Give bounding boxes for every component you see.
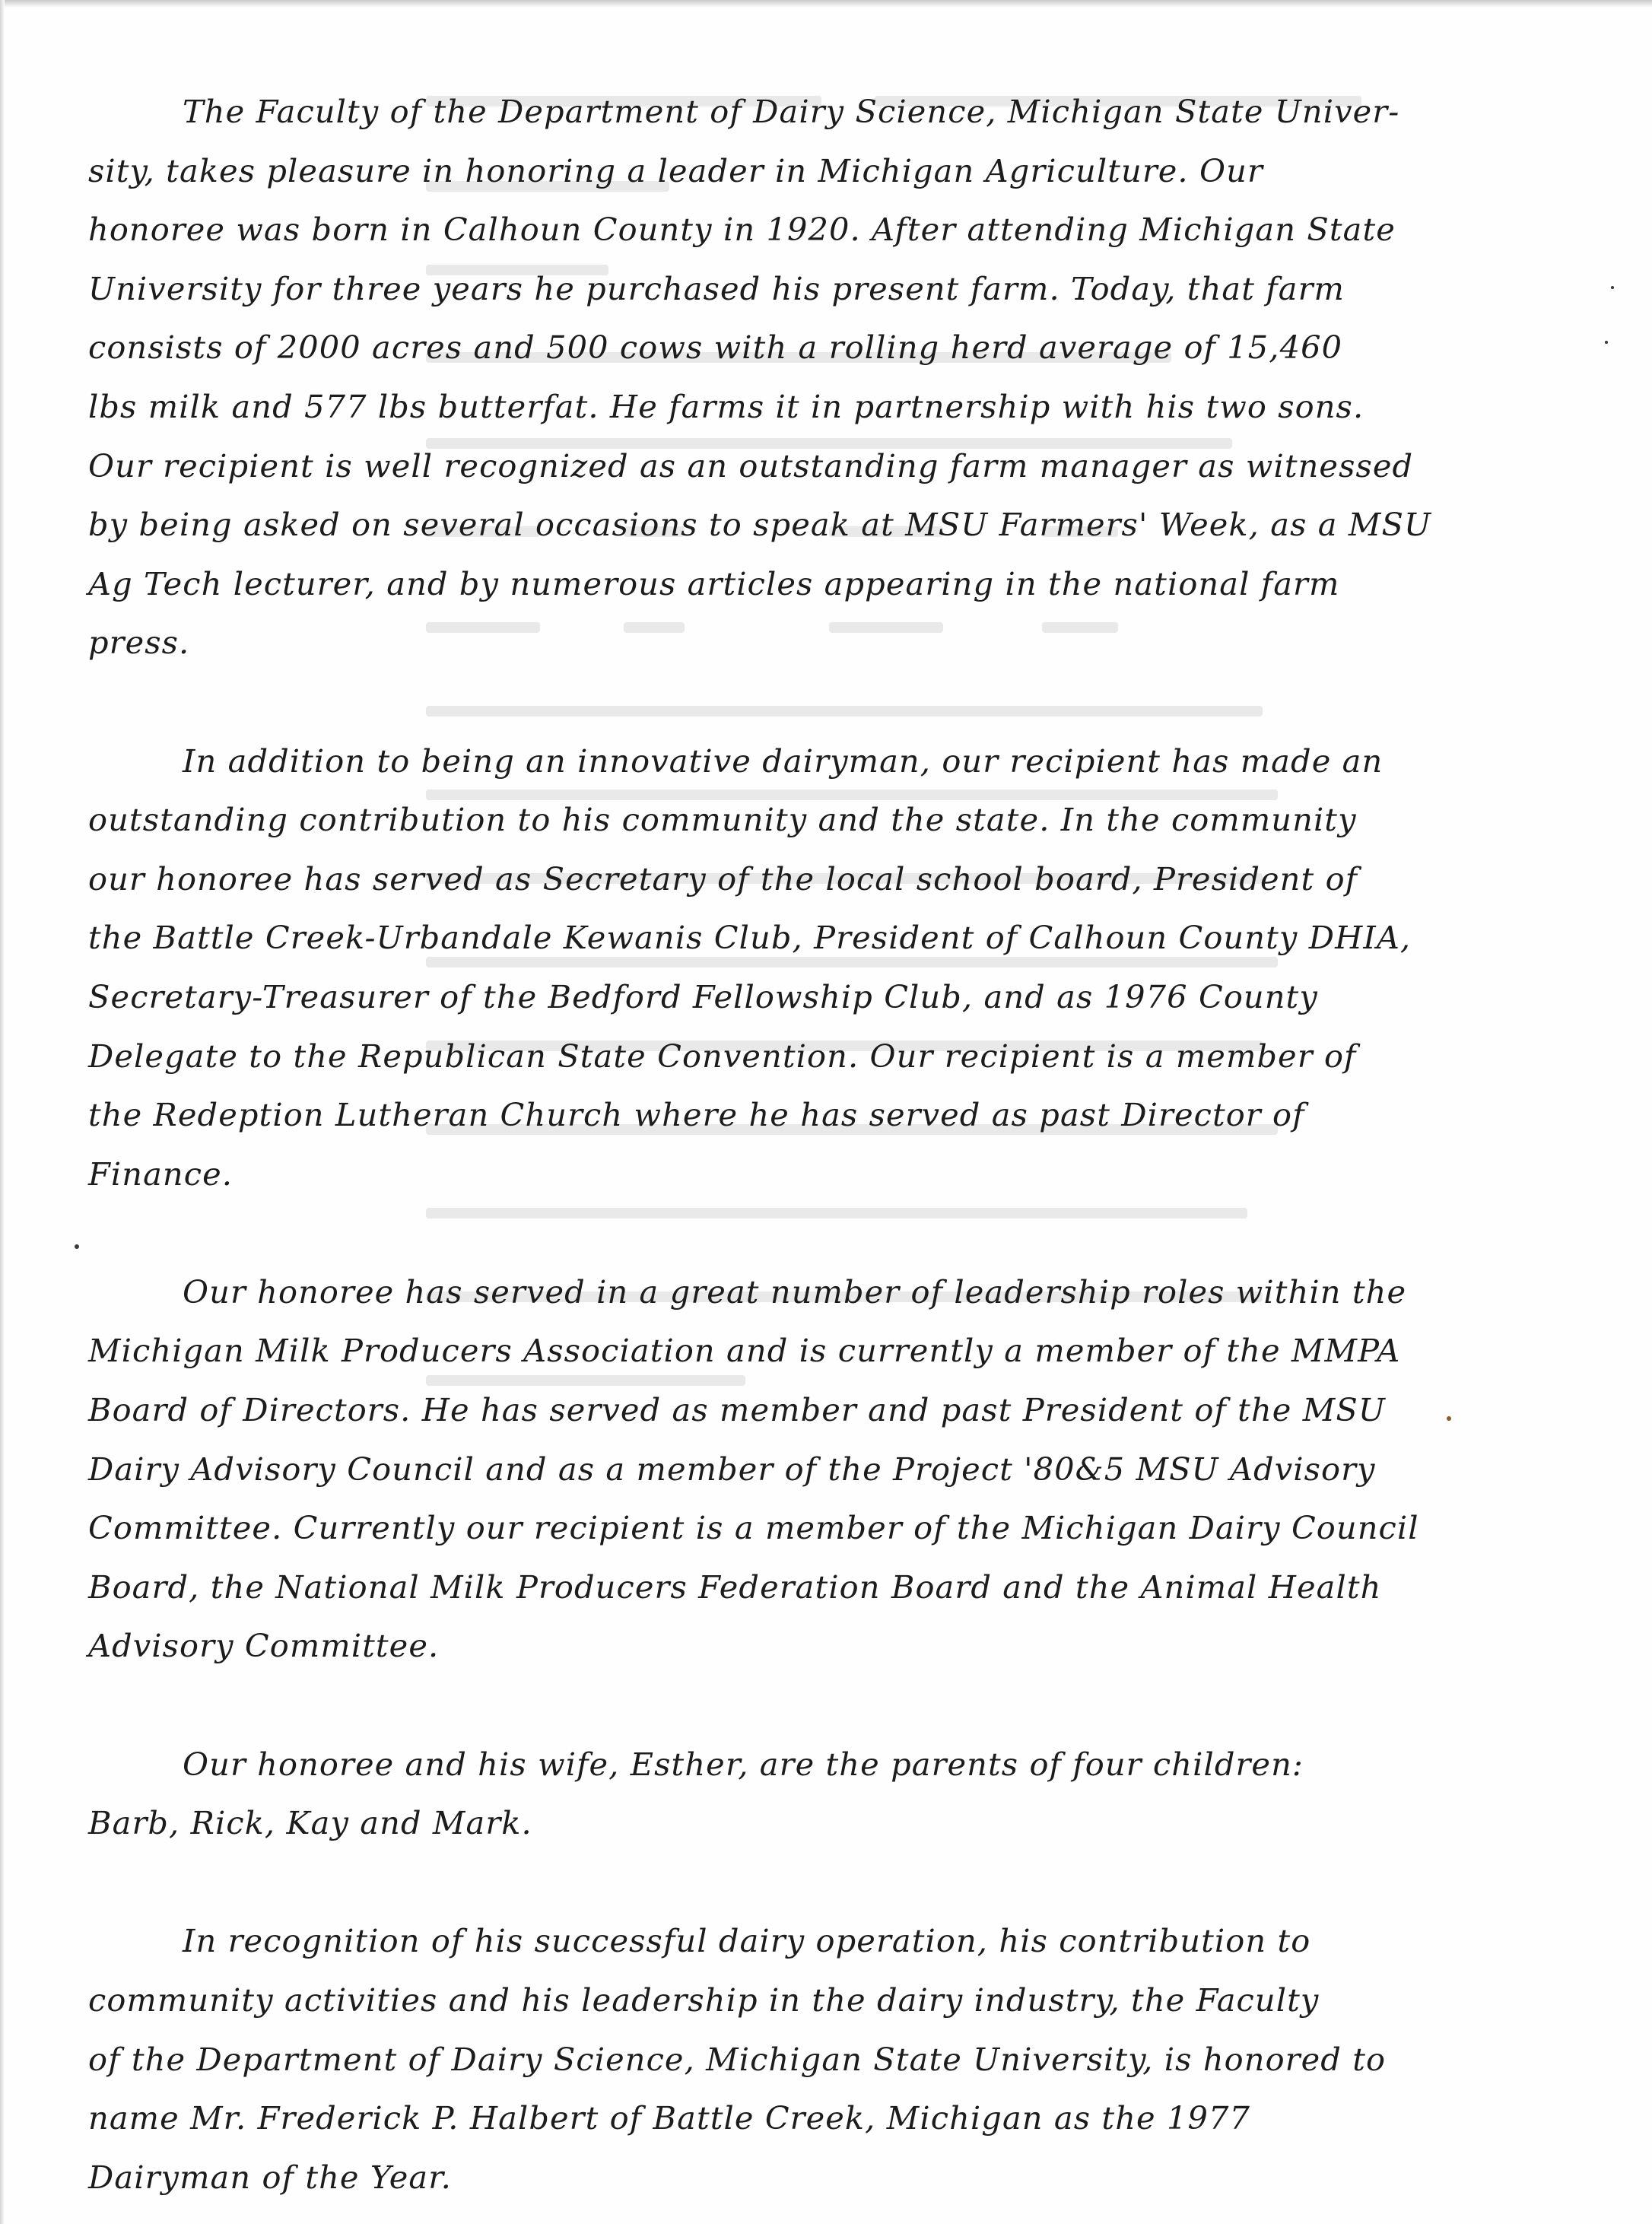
paragraph-award-recognition: In recognition of his successful dairy operation, his contribution to community activities and his leadership in the dairy industry, the Faculty of the Department of Dairy Science, Michigan State University, is honored to name Mr. Frederick P. Halbert of Battle Creek, Michigan as the 1977 Dairyman of the Year. bbox=[88, 1922, 1387, 2196]
ink-speck bbox=[1447, 1416, 1451, 1421]
paragraph-industry-leadership: Our honoree has served in a great number of leadership roles within the Michigan Milk Producers Association and is currently a member of the MMPA Board of Directors. He has served as member and past President of the MSU Dairy Advisory Council and as a member of the Project '80&5 MSU Advisory Committee. Currently our recipient is a member of the Michigan Dairy Council Board, the National Milk Producers Federation Board and the Animal Health Advisory Committee. bbox=[88, 1272, 1419, 1665]
ink-speck bbox=[75, 1244, 79, 1249]
paragraph-farm-background: The Faculty of the Department of Dairy Science, Michigan State Univer- sity, takes pleasure in honoring a leader in Michigan Agriculture. Our honoree was born in Calhoun County in 1920. After attending Michigan State University for three years he purchased his present farm. Today, that farm consists of 2000 acres and 500 cows with a rolling herd average of 15,460 lbs milk and 577 lbs butterfat. He farms it in partnership with his two sons. Our recipient is well recognized as an outstanding farm manager as witnessed by being asked on several occasions to speak at MSU Farmers' Week, as a MSU Ag Tech lecturer, and by numerous articles appearing in the national farm press. bbox=[88, 93, 1432, 662]
ink-speck bbox=[1611, 286, 1614, 289]
paragraph-community-service: In addition to being an innovative dairyman, our recipient has made an outstanding contribution to his community and the state. In the community our honoree has served as Secretary of the local school board, President of the Battle Creek-Urbandale Kewanis Club, President of Calhoun County DHIA, Secretary-Treasurer of the Bedford Fellowship Club, and as 1976 County Delegate to the Republican State Convention. Our recipient is a member of the Redeption Lutheran Church where he has served as past Director of Finance. bbox=[88, 742, 1412, 1193]
paper-top-edge bbox=[0, 0, 1652, 8]
award-citation-text bbox=[88, 82, 1579, 2207]
paper-left-edge bbox=[0, 0, 5, 2224]
paragraph-family: Our honoree and his wife, Esther, are the parents of four children: Barb, Rick, Kay and Mark. bbox=[88, 1745, 1304, 1842]
ink-speck bbox=[1605, 341, 1608, 344]
